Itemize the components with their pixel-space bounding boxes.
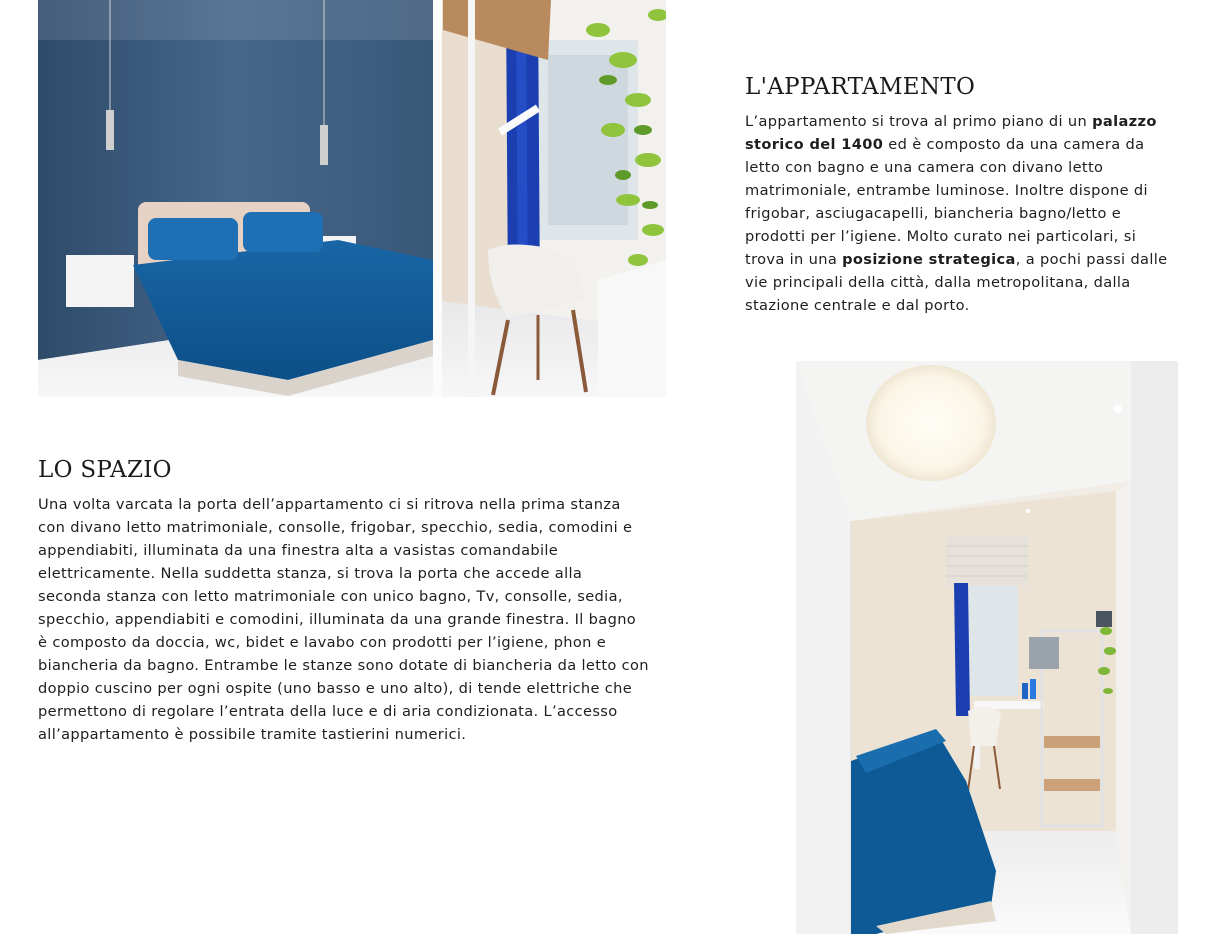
apartment-section (745, 72, 1177, 317)
apartment-description (745, 110, 1177, 317)
apartment-highlight-palazzo: palazzo storico del 1400 (745, 113, 1157, 153)
space-title: LO SPAZIO (38, 457, 172, 483)
apartment-text-3: , a pochi passi dalle vie principali della città, dalla metropolitana, dalla stazione centrale e dal porto. (745, 251, 1168, 314)
apartment-text-2: ed è composto da una camera da letto con bagno e una camera con divano letto matrimoniale, entrambe luminose. Inoltre dispone di frigobar, asciugacapelli, biancheria bagno/letto e prodotti per l’igiene. Molto curato nei particolari, si trova in una (745, 136, 1148, 268)
apartment-title: L'APPARTAMENTO (745, 74, 976, 100)
apartment-highlight-position: posizione strategica (842, 251, 1016, 268)
space-description: Una volta varcata la porta dell’appartamento ci si ritrova nella prima stanza con divano letto matrimoniale, consolle, frigobar, specchio, sedia, comodini e appendiabiti, illuminata da una finestra alta a vasistas comandabile elettricamente. Nella suddetta stanza, si trova la porta che accede alla seconda stanza con letto matrimoniale con unico bagno, Tv, consolle, sedia, specchio, appendiabiti e comodini, illuminata da una grande finestra. Il bagno è composto da doccia, wc, bidet e lavabo con prodotti per l’igiene, phon e biancheria da bagno. Entrambe le stanze sono dotate di biancheria da letto con doppio cuscino per ogni ospite (uno basso e uno alto), di tende elettriche che permettono di regolare l’entrata della luce e di aria condizionata. L’accesso all’appartamento è possibile tramite tastierini numerici. (38, 496, 649, 743)
room-photo (796, 361, 1178, 934)
bedroom-photo (38, 0, 666, 397)
apartment-text-1: L’appartamento si trova al primo piano di un (745, 113, 1093, 130)
space-section (38, 455, 650, 746)
